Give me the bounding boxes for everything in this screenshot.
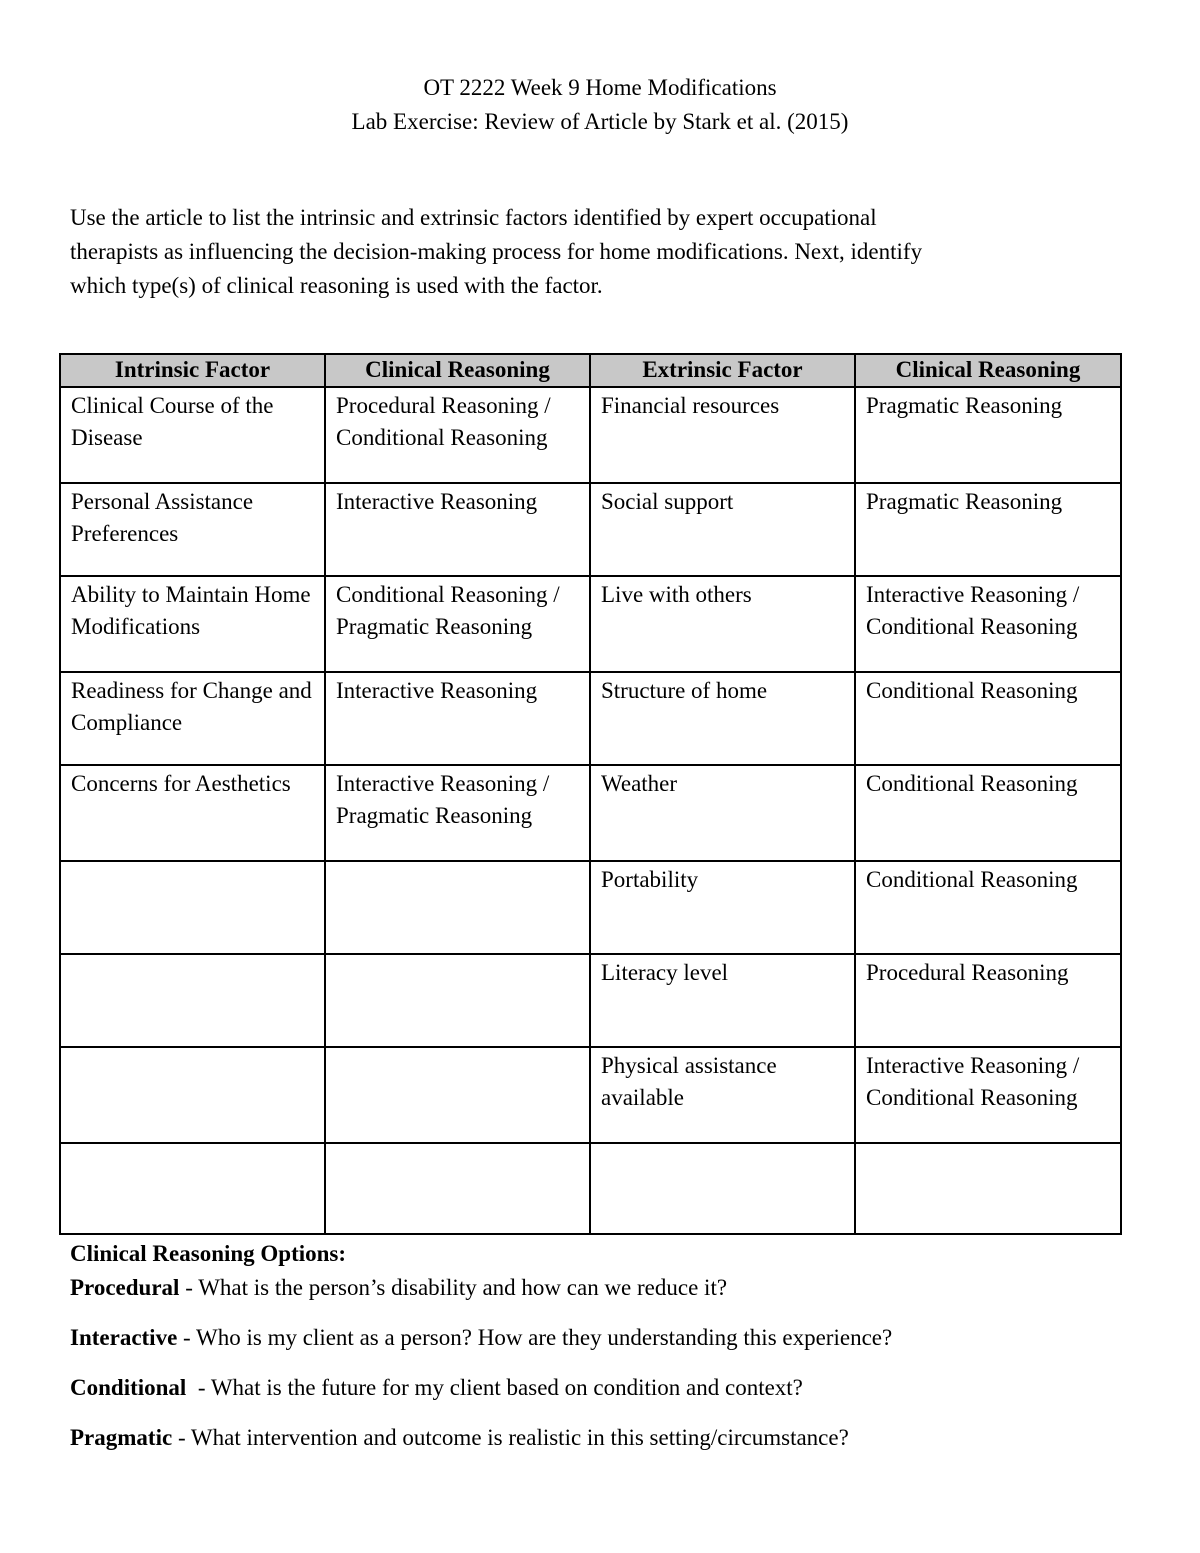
table-cell: Interactive Reasoning: [325, 672, 590, 765]
table-cell: Personal Assistance Preferences: [60, 483, 325, 576]
header-extrinsic-factor: Extrinsic Factor: [590, 354, 855, 387]
table-cell: [60, 1047, 325, 1143]
table-row: [60, 765, 1121, 861]
table-cell: Procedural Reasoning / Conditional Reasoning: [325, 387, 590, 483]
table-row: [60, 672, 1121, 765]
table-cell: Pragmatic Reasoning: [855, 483, 1121, 576]
table-cell: [60, 1143, 325, 1234]
table-cell: Physical assistance available: [590, 1047, 855, 1143]
table-cell: Ability to Maintain Home Modifications: [60, 576, 325, 672]
option-term: Interactive: [70, 1325, 178, 1350]
table-cell: [590, 1143, 855, 1234]
option-description: - Who is my client as a person? How are they understanding this experience?: [177, 1325, 893, 1350]
option-procedural: [70, 1271, 1170, 1305]
table-row: [60, 576, 1121, 672]
option-conditional: [70, 1371, 1170, 1405]
table-cell: [325, 954, 590, 1047]
option-pragmatic: [70, 1421, 1170, 1455]
table-cell: Conditional Reasoning: [855, 672, 1121, 765]
table-cell: Clinical Course of the Disease: [60, 387, 325, 483]
table-row: [60, 1047, 1121, 1143]
header-clinical-reasoning: Clinical Reasoning: [855, 354, 1121, 387]
table-cell: Conditional Reasoning / Pragmatic Reasoning: [325, 576, 590, 672]
table-cell: Procedural Reasoning: [855, 954, 1121, 1047]
instructions-line: which type(s) of clinical reasoning is used with the factor.: [70, 273, 603, 298]
options-heading: Clinical Reasoning Options:: [70, 1241, 347, 1266]
table-cell: Interactive Reasoning: [325, 483, 590, 576]
table-row: [60, 954, 1121, 1047]
option-term: Pragmatic: [70, 1425, 173, 1450]
option-term: Procedural: [70, 1275, 180, 1300]
table-cell: Interactive Reasoning / Conditional Reasoning: [855, 1047, 1121, 1143]
table-cell: Financial resources: [590, 387, 855, 483]
option-description: - What intervention and outcome is realistic in this setting/circumstance?: [172, 1425, 849, 1450]
table-row: [60, 483, 1121, 576]
table-cell: [60, 954, 325, 1047]
table-cell: Literacy level: [590, 954, 855, 1047]
table-row: [60, 861, 1121, 954]
table-cell: Readiness for Change and Compliance: [60, 672, 325, 765]
document-title: OT 2222 Week 9 Home Modifications: [423, 75, 777, 100]
table-cell: Structure of home: [590, 672, 855, 765]
table-cell: [855, 1143, 1121, 1234]
factors-table: [59, 353, 1122, 1235]
clinical-reasoning-options: [70, 1237, 1170, 1455]
header-intrinsic-factor: Intrinsic Factor: [60, 354, 325, 387]
document-subtitle: Lab Exercise: Review of Article by Stark et al. (2015): [351, 109, 849, 134]
table-cell: Interactive Reasoning / Pragmatic Reasoning: [325, 765, 590, 861]
table-row: [60, 1143, 1121, 1234]
option-description: - What is the person’s disability and how can we reduce it?: [179, 1275, 728, 1300]
table-cell: Pragmatic Reasoning: [855, 387, 1121, 483]
table-row: [60, 387, 1121, 483]
header-clinical-reasoning: Clinical Reasoning: [325, 354, 590, 387]
option-interactive: [70, 1321, 1170, 1355]
instructions-line: therapists as influencing the decision-making process for home modifications. Next, identify: [70, 239, 923, 264]
table-cell: Portability: [590, 861, 855, 954]
table-cell: Social support: [590, 483, 855, 576]
option-description: - What is the future for my client based on condition and context?: [186, 1375, 803, 1400]
table-cell: [325, 1143, 590, 1234]
option-term: Conditional: [70, 1375, 187, 1400]
table-cell: [60, 861, 325, 954]
table-cell: Conditional Reasoning: [855, 861, 1121, 954]
instructions: [70, 201, 1130, 303]
table-cell: Weather: [590, 765, 855, 861]
table-cell: [325, 1047, 590, 1143]
instructions-line: Use the article to list the intrinsic and extrinsic factors identified by expert occupational: [70, 205, 877, 230]
table-header-row: [60, 354, 1121, 387]
table-cell: [325, 861, 590, 954]
table-cell: Concerns for Aesthetics: [60, 765, 325, 861]
table-cell: Live with others: [590, 576, 855, 672]
table-cell: Interactive Reasoning / Conditional Reasoning: [855, 576, 1121, 672]
table-cell: Conditional Reasoning: [855, 765, 1121, 861]
